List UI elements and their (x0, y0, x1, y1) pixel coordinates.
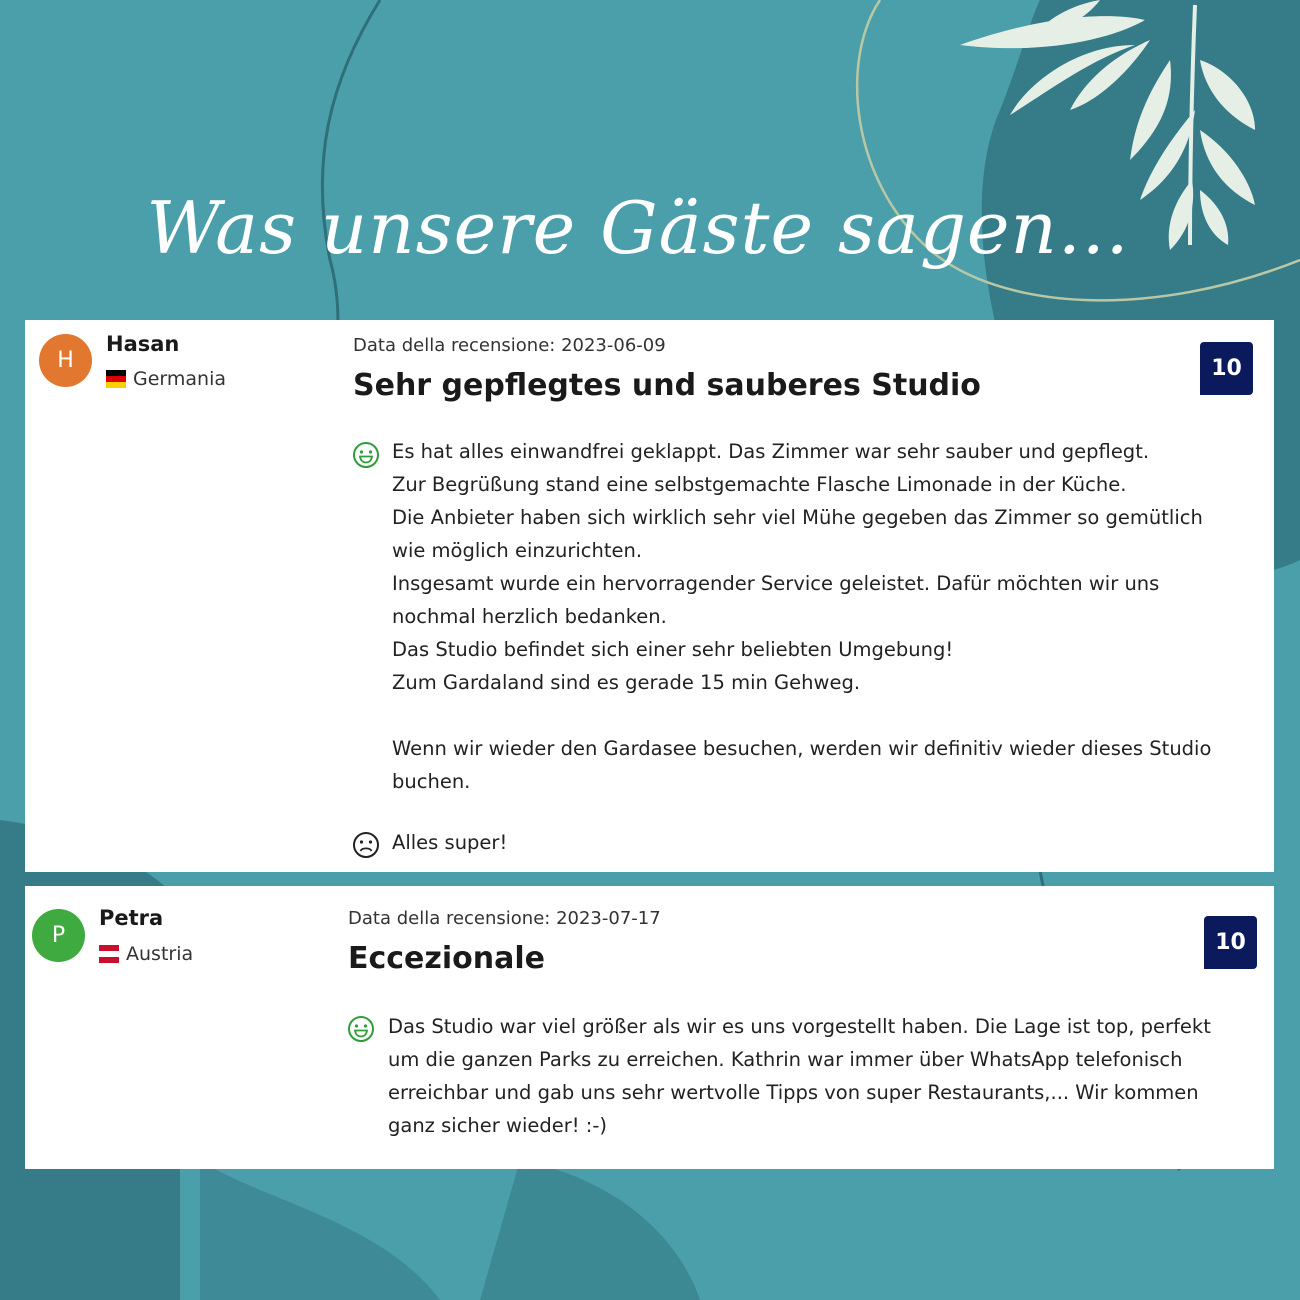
review-line: nochmal herzlich bedanken. (392, 605, 667, 628)
score-badge: 10 (1200, 342, 1253, 395)
page-headline: Was unsere Gäste sagen... (146, 186, 1130, 270)
review-line (392, 699, 1262, 732)
review-title: Sehr gepflegtes und sauberes Studio (353, 368, 981, 403)
reviewer-name: Hasan (106, 332, 180, 356)
smiley-positive-icon (352, 441, 380, 469)
review-line: Insgesamt wurde ein hervorragender Service geleistet. Dafür möchten wir uns (392, 572, 1160, 595)
review-line: wie möglich einzurichten. (392, 539, 643, 562)
germany-flag-icon (106, 370, 126, 388)
review-line: buchen. (392, 770, 471, 793)
reviewer-name: Petra (99, 906, 164, 930)
country-label: Austria (126, 943, 194, 965)
avatar-initial: P (51, 923, 66, 948)
reviewer-country (106, 368, 226, 390)
reviewer-country (99, 943, 193, 965)
review-positive-text (388, 1010, 1268, 1142)
review-line: Es hat alles einwandfrei geklappt. Das Zimmer war sehr sauber und gepflegt. (392, 440, 1150, 463)
score-badge: 10 (1204, 916, 1257, 969)
review-line: Zur Begrüßung stand eine selbstgemachte Flasche Limonade in der Küche. (392, 473, 1127, 496)
review-negative-text: Alles super! (392, 831, 508, 854)
country-label: Germania (133, 368, 227, 390)
review-line: um die ganzen Parks zu erreichen. Kathrin war immer über WhatsApp telefonisch (388, 1048, 1183, 1071)
review-date: Data della recensione: 2023-06-09 (353, 335, 666, 356)
review-line: Zum Gardaland sind es gerade 15 min Gehweg. (392, 671, 861, 694)
frown-negative-icon (352, 831, 380, 859)
avatar (39, 334, 92, 387)
avatar-initial: H (57, 348, 74, 373)
avatar (32, 909, 85, 962)
review-title: Eccezionale (348, 941, 545, 976)
smiley-positive-icon (347, 1015, 375, 1043)
review-positive-text (392, 435, 1262, 798)
review-line: erreichbar und gab uns sehr wertvolle Tipps von super Restaurants,... Wir kommen (388, 1081, 1199, 1104)
review-card (25, 886, 1274, 1169)
austria-flag-icon (99, 945, 119, 963)
review-line: Die Anbieter haben sich wirklich sehr viel Mühe gegeben das Zimmer so gemütlich (392, 506, 1203, 529)
review-card (25, 320, 1274, 872)
review-line: Wenn wir wieder den Gardasee besuchen, werden wir definitiv wieder dieses Studio (392, 737, 1212, 760)
review-line: Das Studio befindet sich einer sehr beliebten Umgebung! (392, 638, 954, 661)
review-line: Das Studio war viel größer als wir es uns vorgestellt haben. Die Lage ist top, perfekt (388, 1015, 1211, 1038)
review-line: ganz sicher wieder! :-) (388, 1114, 607, 1137)
review-date: Data della recensione: 2023-07-17 (348, 908, 661, 929)
